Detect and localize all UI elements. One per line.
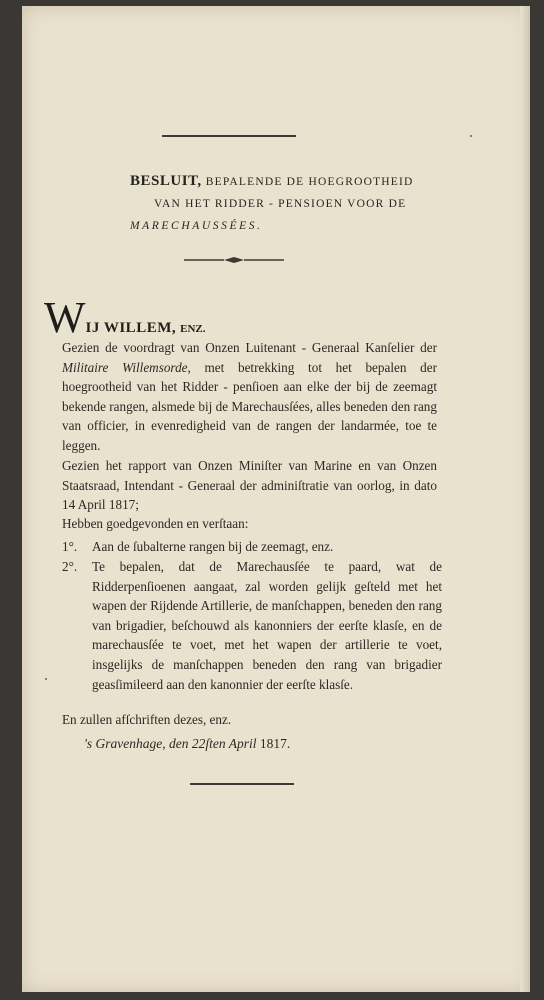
paragraph1-part1: Gezien de voordragt van Onzen Luitenant - Generaal Kanſelier der: [62, 340, 437, 355]
signoff-place: 's Gravenhage, den 22ſten April: [84, 736, 257, 751]
list-item-1: [62, 537, 442, 557]
bottom-rule: [190, 783, 294, 785]
list-item-2: [62, 557, 442, 694]
paragraph-hebben: Hebben goedgevonden en verſtaan:: [62, 516, 249, 531]
paragraph-voordragt: [62, 338, 437, 456]
ornament-divider: [184, 256, 284, 264]
drop-cap: W: [44, 293, 86, 342]
opening-enz: ENZ.: [180, 323, 206, 335]
opening-line: [44, 293, 206, 342]
paper-speck: [470, 135, 472, 137]
title-line1: BEPALENDE DE HOEGROOTHEID: [205, 176, 414, 188]
list-item-number: 1°.: [62, 539, 78, 554]
signoff-year: 1817.: [259, 736, 291, 751]
title-line2: VAN HET RIDDER - PENSIOEN VOOR DE: [154, 198, 407, 210]
paragraph-closing: En zullen afſchriften dezes, enz.: [62, 712, 232, 727]
title-first: BESLUIT,: [130, 173, 202, 189]
paragraph1-part2: , met betrekking tot het bepalen der hoegrootheid van het Ridder - penſioen aan elke der bij de zeemagt bekende rangen, alsmede bij de Marechausſées, alles beneden den rang van officier, in evenredigheid van de rangen der landarmée, toe te leggen.: [62, 359, 437, 453]
paragraph-rapport: Gezien het rapport van Onzen Miniſter van Marine en van Onzen Staatsraad, Intendant - Generaal der adminiſtratie van oorlog, in dato 14 April 1817;: [62, 458, 437, 513]
list-item-number: 2°.: [62, 559, 78, 574]
title-line3: MARECHAUSSÉES.: [130, 220, 263, 232]
opening-name: IJ WILLEM,: [85, 320, 177, 336]
document-title: [130, 170, 450, 237]
top-rule: [162, 135, 296, 137]
page-edge: [520, 6, 530, 992]
paragraph1-italic: Militaire Willemsorde: [62, 359, 188, 375]
list-item-text: Aan de ſubalterne rangen bij de zeemagt, enz.: [92, 539, 334, 554]
signoff: [84, 736, 290, 752]
paper-speck: [45, 678, 47, 680]
list-item-text: Te bepalen, dat de Marechausſée te paard, wat de Ridderpenſioenen aangaat, zal worden gelijk geſteld met het wapen der Rijdende Artillerie, de manſchappen, beneden den rang van brigadier, beſchouwd als kanonniers der eerſte klasſe, en de marechausſée te voet, met het wapen der artillerie te voet, insgelijks de manſchappen beneden den rang van brigadier geasſimileerd aan den kanonnier der eerſte klasſe.: [92, 559, 442, 692]
